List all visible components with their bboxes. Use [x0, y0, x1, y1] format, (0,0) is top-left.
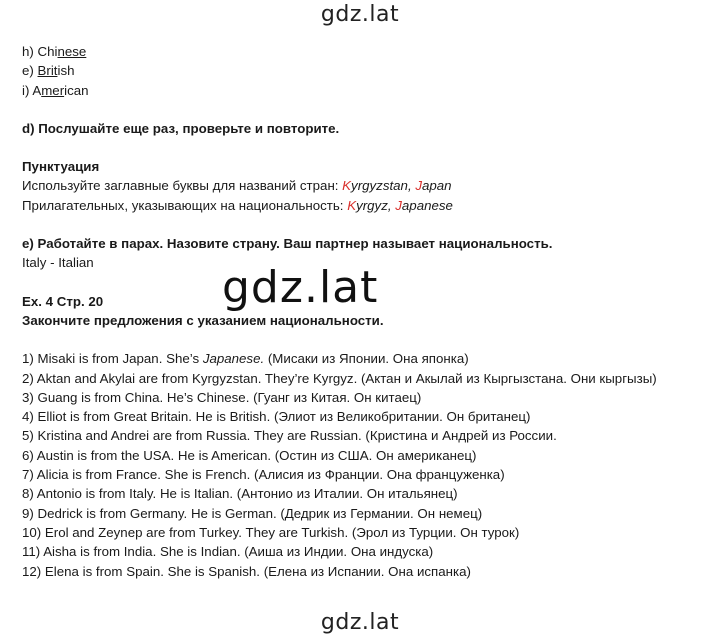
list-item: 11) Aisha is from India. She is Indian. (Аиша из Индии. Она индуска) — [22, 544, 434, 560]
separator: , — [407, 178, 416, 194]
word-part: e) — [22, 63, 38, 79]
list-item: 6) Austin is from the USA. He is American. (Остин из США. Он американец) — [22, 447, 477, 463]
rule-text: Используйте заглавные буквы для названий стран: — [22, 178, 343, 194]
list-item: 7) Alicia is from France. She is French. (Алисия из Франции. Она француженка) — [22, 467, 505, 483]
capital-letter: K — [342, 178, 352, 194]
punctuation-rule-nationalities — [22, 196, 712, 215]
list-item: 3) Guang is from China. He’s Chinese. (Гуанг из Китая. Он китаец) — [22, 389, 422, 405]
task-e-example: Italy - Italian — [22, 255, 94, 271]
list-item — [22, 349, 712, 368]
list-item: 4) Elliot is from Great Britain. He is British. (Элиот из Великобритании. Он британец) — [22, 409, 531, 425]
example-word: apanese — [401, 197, 453, 213]
exercise-title: Ex. 4 Стр. 20 — [22, 293, 104, 309]
stressed-syllable: nese — [57, 44, 87, 59]
example-word: apan — [422, 178, 452, 194]
exercise-instruction: Закончите предложения с указанием национальности. — [22, 312, 384, 328]
list-item: 8) Antonio is from Italy. He is Italian. (Антонио из Италии. Он итальянец) — [22, 486, 458, 502]
translation-text: (Мисаки из Японии. Она японка) — [264, 351, 469, 367]
pronunciation-item — [22, 81, 712, 100]
separator: , — [387, 197, 396, 213]
list-item: 2) Aktan and Akylai are from Kyrgyzstan. They’re Kyrgyz. (Актан и Акылай из Кыргызстана. Они кыргызы) — [22, 370, 657, 386]
task-d-heading: d) Послушайте еще раз, проверьте и повторите. — [22, 120, 340, 136]
punctuation-heading: Пунктуация — [22, 159, 100, 175]
pronunciation-item — [22, 42, 712, 61]
stressed-syllable: Brit — [37, 63, 58, 79]
watermark-top: gdz.lat — [320, 2, 400, 27]
list-item: 5) Kristina and Andrei are from Russia. They are Russian. (Кристина и Андрей из России. — [22, 428, 557, 444]
rule-text: Прилагательных, указывающих на национальность: — [22, 197, 348, 213]
watermark-bottom: gdz.lat — [320, 610, 400, 635]
word-part: ish — [57, 63, 75, 79]
example-word: yrgyz — [356, 197, 388, 213]
punctuation-rule-countries — [22, 176, 712, 195]
capital-letter: J — [395, 197, 402, 213]
example-word: yrgyzstan — [351, 178, 408, 194]
word-part: h) Chi — [22, 44, 58, 59]
task-e-heading: e) Работайте в парах. Назовите страну. Ваш партнер называет национальность. — [22, 236, 553, 252]
capital-letter: J — [415, 178, 422, 194]
sentence-text: 1) Misaki is from Japan. She’s — [22, 351, 203, 367]
answer-word: Japanese. — [202, 351, 265, 367]
list-item: 10) Erol and Zeynep are from Turkey. They are Turkish. (Эрол из Турции. Он турок) — [22, 524, 520, 540]
document-body — [22, 42, 712, 581]
word-part: i) A — [22, 82, 42, 98]
pronunciation-item — [22, 61, 712, 80]
list-item: 12) Elena is from Spain. She is Spanish. (Елена из Испании. Она испанка) — [22, 563, 471, 579]
watermark-center: gdz.lat — [222, 262, 379, 313]
list-item: 9) Dedrick is from Germany. He is German. (Дедрик из Германии. Он немец) — [22, 505, 483, 521]
stressed-syllable: mer — [41, 82, 65, 98]
word-part: ican — [64, 82, 89, 98]
capital-letter: K — [347, 197, 357, 213]
